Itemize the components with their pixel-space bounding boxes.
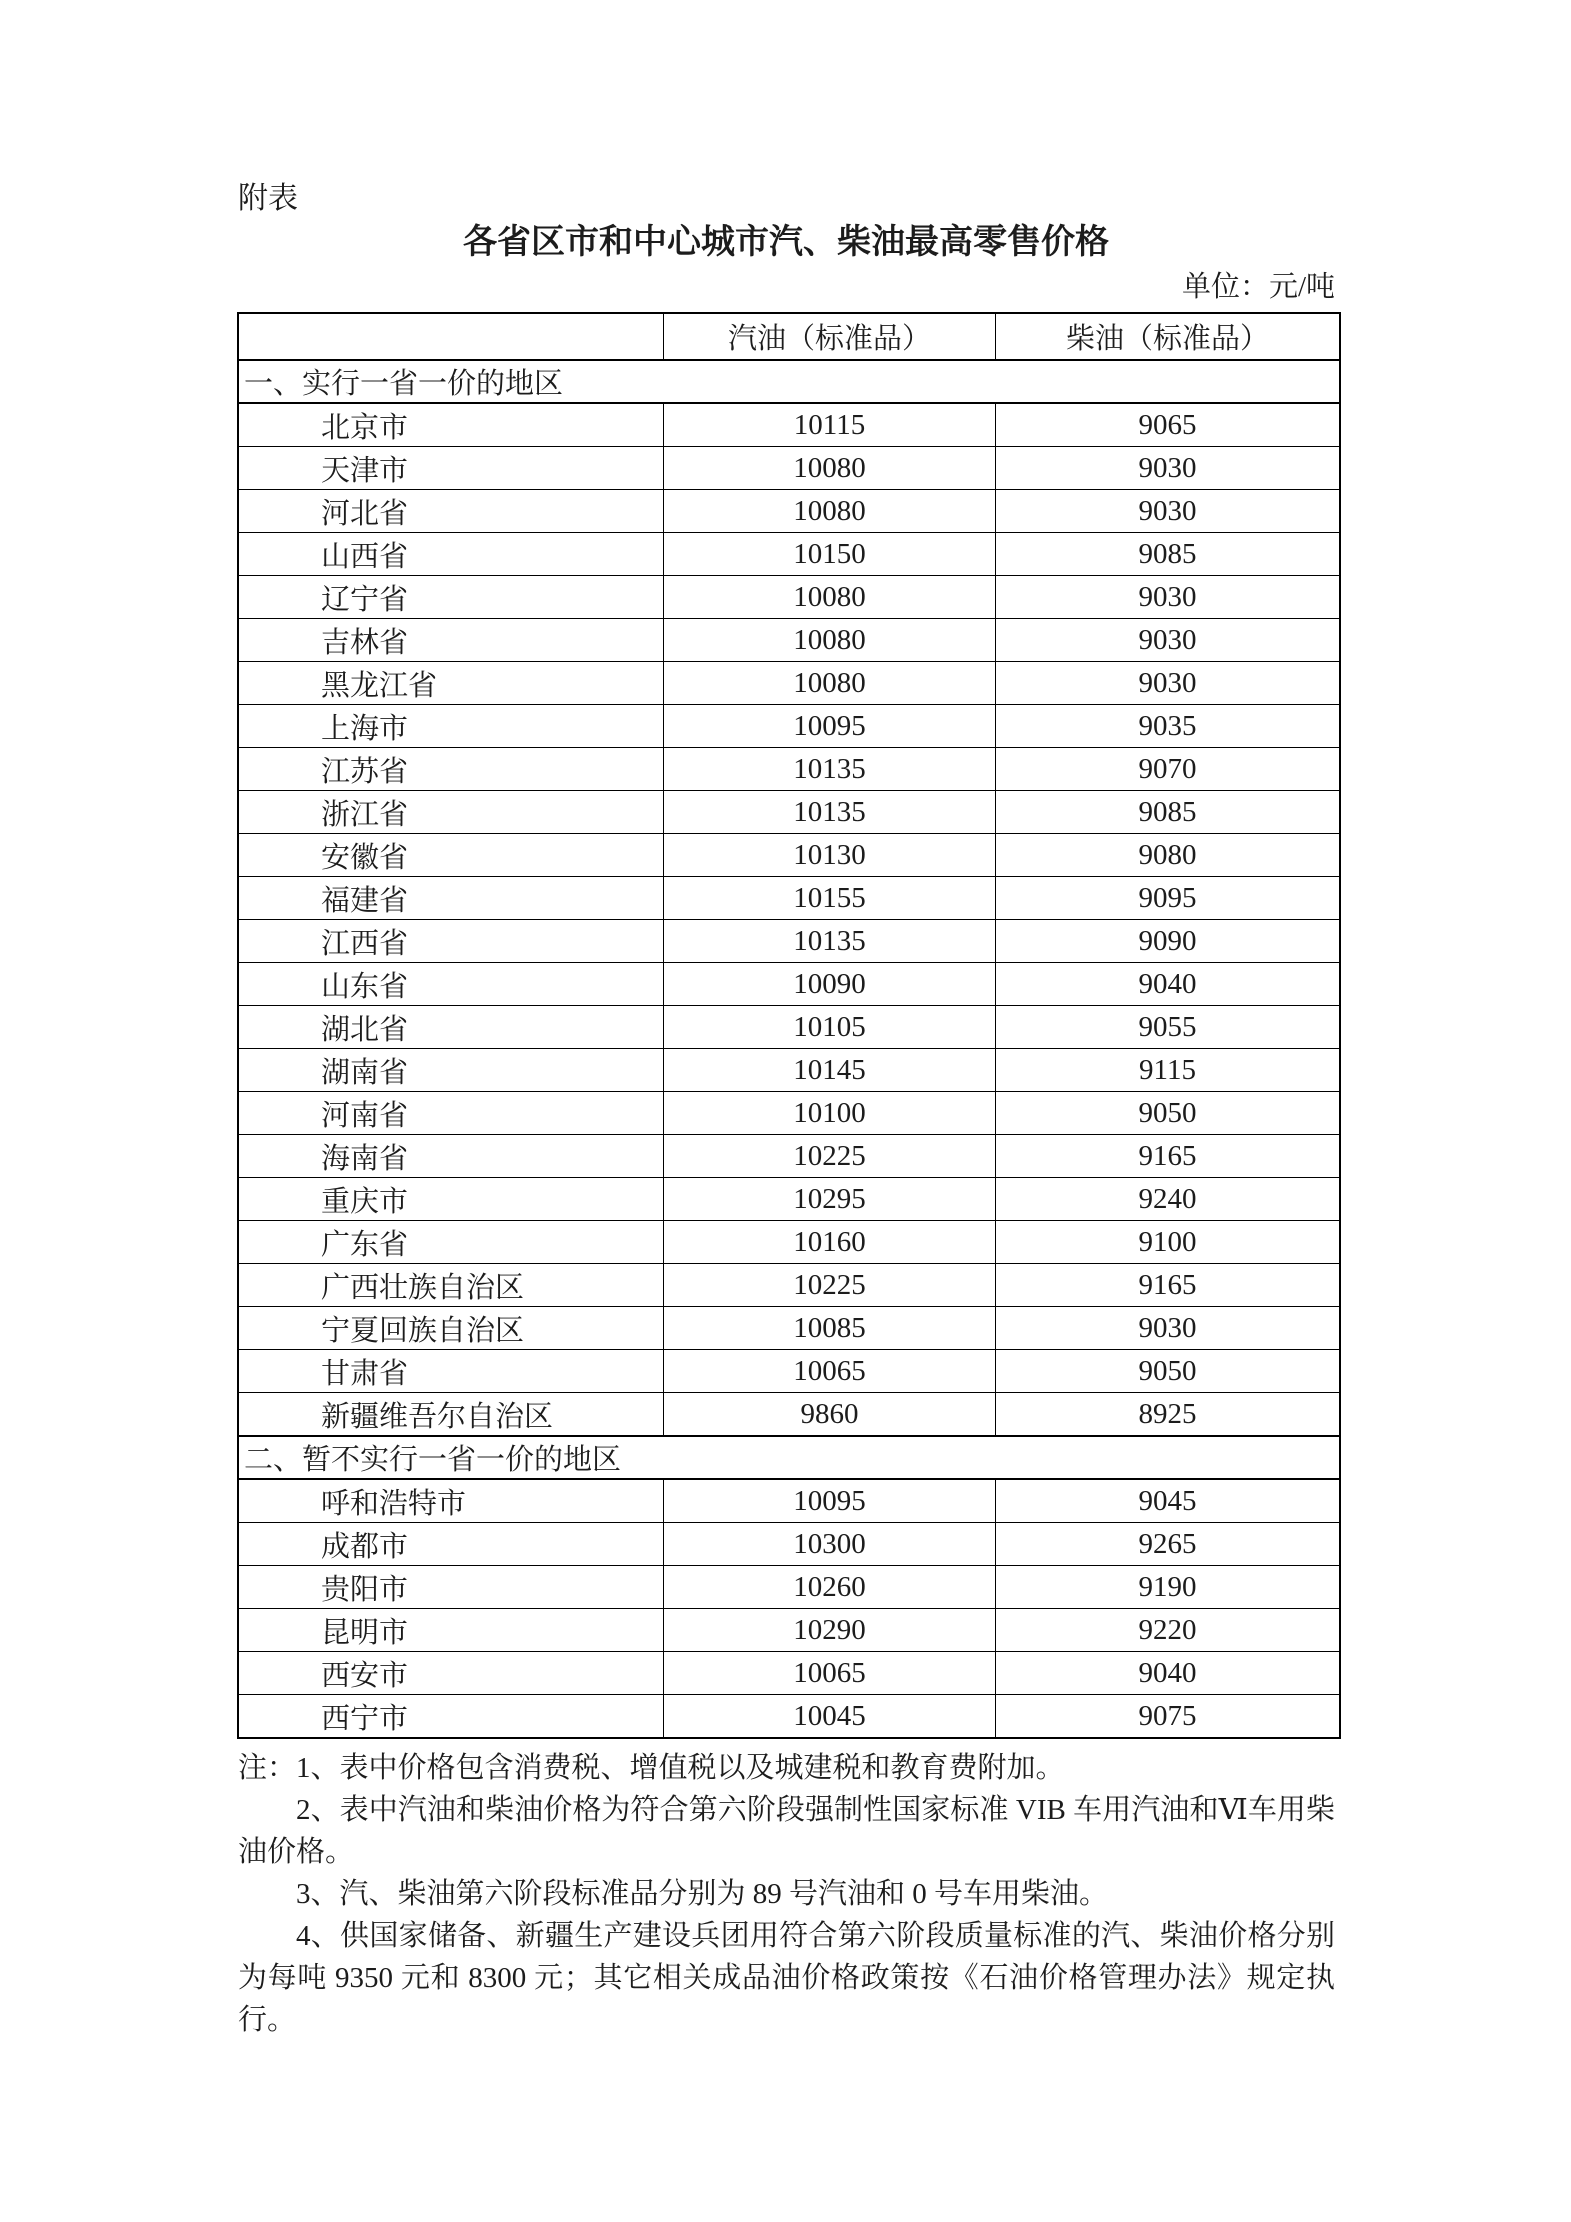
attachment-label: 附表 [238,182,298,215]
diesel-price-cell: 9030 [996,576,1341,619]
region-cell: 西宁市 [238,1695,664,1739]
page-title: 各省区市和中心城市汽、柴油最高零售价格 [463,223,1109,261]
region-cell: 山西省 [238,533,664,576]
table-row [238,1264,1340,1307]
table-row [238,490,1340,533]
gasoline-price-cell: 10100 [664,1092,996,1135]
gasoline-price-cell: 10225 [664,1135,996,1178]
table-row [238,1479,1340,1523]
note-paragraph: 注：1、表中价格包含消费税、增值税以及城建税和教育费附加。 [238,1752,1065,1784]
table-row [238,1566,1340,1609]
table-row [238,576,1340,619]
region-cell: 广西壮族自治区 [238,1264,664,1307]
region-cell: 西安市 [238,1652,664,1695]
gasoline-price-cell: 10105 [664,1006,996,1049]
gasoline-price-cell: 10225 [664,1264,996,1307]
diesel-price-cell: 9030 [996,1307,1341,1350]
gasoline-price-cell: 10300 [664,1523,996,1566]
diesel-price-cell: 9265 [996,1523,1341,1566]
diesel-price-cell: 8925 [996,1393,1341,1437]
region-cell: 福建省 [238,877,664,920]
table-row [238,1609,1340,1652]
diesel-price-cell: 9050 [996,1350,1341,1393]
diesel-price-cell: 9165 [996,1264,1341,1307]
region-cell: 贵阳市 [238,1566,664,1609]
region-cell: 江苏省 [238,748,664,791]
table-row [238,748,1340,791]
unit-note: 单位：元/吨 [1181,271,1335,303]
region-cell: 上海市 [238,705,664,748]
region-cell: 黑龙江省 [238,662,664,705]
region-cell: 天津市 [238,447,664,490]
table-row [238,1006,1340,1049]
diesel-price-cell: 9190 [996,1566,1341,1609]
table-row [238,662,1340,705]
table-row [238,791,1340,834]
gasoline-price-cell: 9860 [664,1393,996,1437]
table-row [238,619,1340,662]
diesel-price-cell: 9220 [996,1609,1341,1652]
region-cell: 江西省 [238,920,664,963]
gasoline-price-cell: 10095 [664,705,996,748]
gasoline-price-cell: 10135 [664,920,996,963]
note-paragraph: 4、供国家储备、新疆生产建设兵团用符合第六阶段质量标准的汽、柴油价格分别为每吨 9350 元和 8300 元；其它相关成品油价格政策按《石油价格管理办法》规定执行。 [238,1920,1335,2036]
table-row [238,1221,1340,1264]
gasoline-price-cell: 10080 [664,447,996,490]
gasoline-price-cell: 10065 [664,1652,996,1695]
notes-section [238,1747,1335,2041]
table-row [238,1307,1340,1350]
region-cell: 山东省 [238,963,664,1006]
gasoline-price-cell: 10080 [664,490,996,533]
table-row [238,1135,1340,1178]
region-cell: 甘肃省 [238,1350,664,1393]
diesel-price-cell: 9030 [996,490,1341,533]
gasoline-price-cell: 10260 [664,1566,996,1609]
gasoline-price-cell: 10080 [664,662,996,705]
region-cell: 河南省 [238,1092,664,1135]
table-row [238,403,1340,447]
table-row [238,705,1340,748]
region-cell: 辽宁省 [238,576,664,619]
diesel-price-cell: 9240 [996,1178,1341,1221]
gasoline-price-cell: 10065 [664,1350,996,1393]
diesel-price-cell: 9100 [996,1221,1341,1264]
table-row [238,920,1340,963]
diesel-price-cell: 9095 [996,877,1341,920]
column-header-gasoline: 汽油（标准品） [664,313,996,360]
diesel-price-cell: 9040 [996,1652,1341,1695]
region-cell: 湖北省 [238,1006,664,1049]
note-paragraph: 3、汽、柴油第六阶段标准品分别为 89 号汽油和 0 号车用柴油。 [296,1878,1109,1910]
region-cell: 北京市 [238,403,664,447]
gasoline-price-cell: 10160 [664,1221,996,1264]
region-cell: 海南省 [238,1135,664,1178]
diesel-price-cell: 9085 [996,533,1341,576]
diesel-price-cell: 9070 [996,748,1341,791]
gasoline-price-cell: 10085 [664,1307,996,1350]
diesel-price-cell: 9165 [996,1135,1341,1178]
table-row [238,1523,1340,1566]
table-row [238,1695,1340,1739]
gasoline-price-cell: 10090 [664,963,996,1006]
table-row [238,1178,1340,1221]
table-row [238,963,1340,1006]
price-table-body [238,360,1340,1738]
diesel-price-cell: 9085 [996,791,1341,834]
section-header-label: 一、实行一省一价的地区 [238,360,1340,403]
gasoline-price-cell: 10290 [664,1609,996,1652]
gasoline-price-cell: 10295 [664,1178,996,1221]
region-cell: 宁夏回族自治区 [238,1307,664,1350]
gasoline-price-cell: 10135 [664,791,996,834]
gasoline-price-cell: 10115 [664,403,996,447]
price-table [237,312,1341,1739]
diesel-price-cell: 9030 [996,447,1341,490]
region-cell: 广东省 [238,1221,664,1264]
table-row [238,834,1340,877]
diesel-price-cell: 9065 [996,403,1341,447]
gasoline-price-cell: 10080 [664,576,996,619]
diesel-price-cell: 9030 [996,662,1341,705]
region-cell: 河北省 [238,490,664,533]
region-cell: 安徽省 [238,834,664,877]
diesel-price-cell: 9040 [996,963,1341,1006]
region-cell: 成都市 [238,1523,664,1566]
gasoline-price-cell: 10145 [664,1049,996,1092]
diesel-price-cell: 9055 [996,1006,1341,1049]
column-header-region [238,313,664,360]
table-row [238,1092,1340,1135]
section-header-row [238,1436,1340,1479]
region-cell: 浙江省 [238,791,664,834]
diesel-price-cell: 9090 [996,920,1341,963]
region-cell: 呼和浩特市 [238,1479,664,1523]
region-cell: 吉林省 [238,619,664,662]
gasoline-price-cell: 10045 [664,1695,996,1739]
table-row [238,1652,1340,1695]
diesel-price-cell: 9050 [996,1092,1341,1135]
diesel-price-cell: 9030 [996,619,1341,662]
region-cell: 湖南省 [238,1049,664,1092]
gasoline-price-cell: 10095 [664,1479,996,1523]
diesel-price-cell: 9035 [996,705,1341,748]
section-header-row [238,360,1340,403]
gasoline-price-cell: 10130 [664,834,996,877]
diesel-price-cell: 9115 [996,1049,1341,1092]
gasoline-price-cell: 10150 [664,533,996,576]
gasoline-price-cell: 10155 [664,877,996,920]
gasoline-price-cell: 10135 [664,748,996,791]
region-cell: 重庆市 [238,1178,664,1221]
table-row [238,877,1340,920]
diesel-price-cell: 9045 [996,1479,1341,1523]
table-row [238,447,1340,490]
region-cell: 新疆维吾尔自治区 [238,1393,664,1437]
diesel-price-cell: 9080 [996,834,1341,877]
table-row [238,1350,1340,1393]
table-header-row [238,313,1340,360]
table-row [238,533,1340,576]
column-header-diesel: 柴油（标准品） [996,313,1341,360]
gasoline-price-cell: 10080 [664,619,996,662]
table-row [238,1393,1340,1437]
note-paragraph: 2、表中汽油和柴油价格为符合第六阶段强制性国家标准 VIB 车用汽油和Ⅵ车用柴油价格。 [238,1794,1335,1868]
diesel-price-cell: 9075 [996,1695,1341,1739]
table-row [238,1049,1340,1092]
region-cell: 昆明市 [238,1609,664,1652]
section-header-label: 二、暂不实行一省一价的地区 [238,1436,1340,1479]
